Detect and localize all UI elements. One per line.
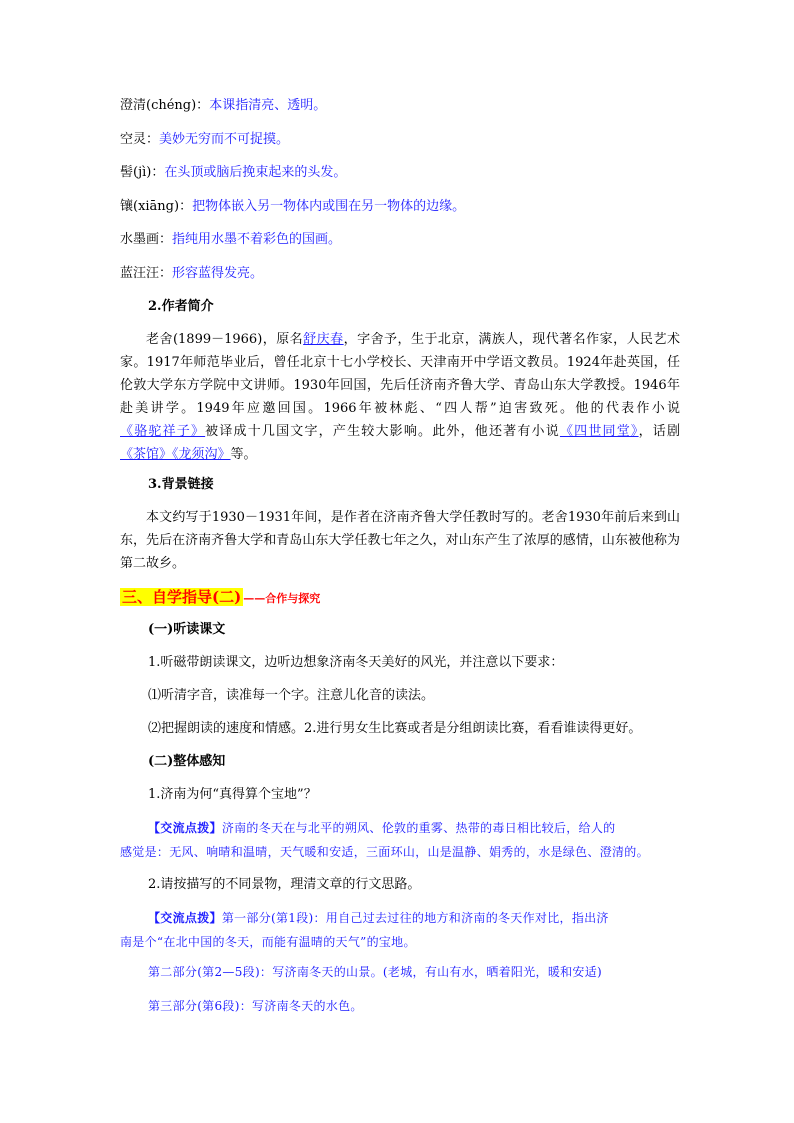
author-text: ，话剧 bbox=[638, 424, 680, 439]
author-text: 老舍(1899－1966)，原名 bbox=[146, 332, 304, 347]
hint-tag: 【交流点拨】 bbox=[148, 821, 222, 835]
novel-link-four-generations[interactable]: 《四世同堂》 bbox=[559, 424, 639, 439]
play-link-teahouse[interactable]: 《茶馆》 bbox=[120, 447, 173, 462]
hint-1-continuation: 感觉是：无风、响晴和温晴，天气暖和安适，三面环山，山是温静、娟秀的，水是绿色、澄清的。 bbox=[120, 845, 649, 859]
section-three-heading: 三、自学指导(二) bbox=[122, 588, 242, 606]
glossary-term: 澄清(chéng)： bbox=[120, 98, 210, 113]
background-paragraph: 本文约写于1930－1931年间，是作者在济南齐鲁大学任教时写的。老舍1930年前后来到山东，先后在济南齐鲁大学和青岛山东大学任教七年之久，对山东产生了浓厚的感情，山东被他称为第二故乡。 bbox=[120, 510, 680, 571]
hint-2-continuation: 南是个“在北中国的冬天，而能有温晴的天气”的宝地。 bbox=[120, 935, 416, 949]
hint-text: 济南的冬天在与北平的朔风、伦敦的重雾、热带的毒日相比较后，给人的 bbox=[221, 821, 616, 835]
listen-item: ⑵把握朗读的速度和情感。2.进行男女生比赛或者是分组朗读比赛，看看谁读得更好。 bbox=[148, 721, 642, 736]
glossary-term: 水墨画： bbox=[120, 232, 173, 247]
glossary-definition: 指纯用水墨不着彩色的国画。 bbox=[172, 232, 342, 247]
listen-item: 1.听磁带朗读课文，边听边想象济南冬天美好的风光，并注意以下要求： bbox=[148, 655, 564, 670]
question-2: 2.请按描写的不同景物，理清文章的行文思路。 bbox=[148, 877, 421, 892]
glossary-item bbox=[120, 96, 326, 116]
glossary-term: 髻(jì)： bbox=[120, 165, 165, 180]
part-three-summary: 第三部分(第6段)：写济南冬天的水色。 bbox=[148, 999, 363, 1013]
glossary-definition: 美妙无穷而不可捉摸。 bbox=[159, 132, 290, 147]
author-name-link[interactable]: 舒庆春 bbox=[303, 332, 344, 347]
glossary-term: 空灵： bbox=[120, 132, 160, 147]
glossary-item bbox=[120, 197, 465, 217]
glossary-definition: 把物体嵌入另一物体内或围在另一物体的边缘。 bbox=[192, 199, 466, 214]
hint-tag: 【交流点拨】 bbox=[148, 911, 222, 925]
overall-heading: (二)整体感知 bbox=[148, 754, 226, 769]
section-three-title bbox=[120, 586, 320, 607]
part-two-summary: 第二部分(第2—5段)：写济南冬天的山景。(老城，有山有水，晒着阳光，暖和安适) bbox=[148, 965, 602, 979]
hint-text: 第一部分(第1段)：用自己过去过往的地方和济南的冬天作对比，指出济 bbox=[221, 911, 609, 925]
glossary-item bbox=[120, 230, 341, 250]
glossary-term: 蓝汪汪： bbox=[120, 266, 173, 281]
glossary-definition: 本课指清亮、透明。 bbox=[209, 98, 327, 113]
listen-item: ⑴听清字音，读准每一个字。注意儿化音的读法。 bbox=[148, 688, 435, 703]
question-1: 1.济南为何“真得算个宝地”？ bbox=[148, 787, 317, 802]
author-text: 等。 bbox=[230, 447, 257, 462]
glossary-item bbox=[120, 130, 289, 150]
author-text: 被译成十几国文字，产生较大影响。此外，他还著有小说 bbox=[205, 424, 560, 439]
novel-link-camel[interactable]: 《骆驼祥子》 bbox=[120, 424, 206, 439]
glossary-item bbox=[120, 264, 263, 284]
author-heading: 2.作者简介 bbox=[148, 299, 214, 314]
play-link-dragon-beard-ditch[interactable]: 《龙须沟》 bbox=[172, 447, 231, 462]
hint-1-line bbox=[148, 818, 615, 839]
glossary-item bbox=[120, 163, 346, 183]
glossary-definition: 在头顶或脑后挽束起来的头发。 bbox=[164, 165, 347, 180]
glossary-definition: 形容蓝得发亮。 bbox=[172, 266, 264, 281]
listen-heading: (一)听读课文 bbox=[148, 622, 226, 637]
section-three-subtitle: ——合作与探究 bbox=[243, 592, 321, 605]
glossary-term: 镶(xiāng)： bbox=[120, 199, 193, 214]
author-text: ，字舍予，生于北京，满族人，现代著名作家，人民艺术家。1917年师范毕业后，曾任北京十七小学校长、天津南开中学语文教员。1924年赴英国，任伦敦大学东方学院中文讲师。1930年回国，先后任济南齐鲁大学、青岛山东大学教授。1946年赴美讲学。1949年应邀回国。1966年被林彪、“四人帮”迫害致死。他的代表作小说 bbox=[120, 332, 680, 416]
hint-2-line bbox=[148, 908, 609, 929]
author-paragraph bbox=[120, 328, 680, 466]
background-heading: 3.背景链接 bbox=[148, 477, 214, 492]
